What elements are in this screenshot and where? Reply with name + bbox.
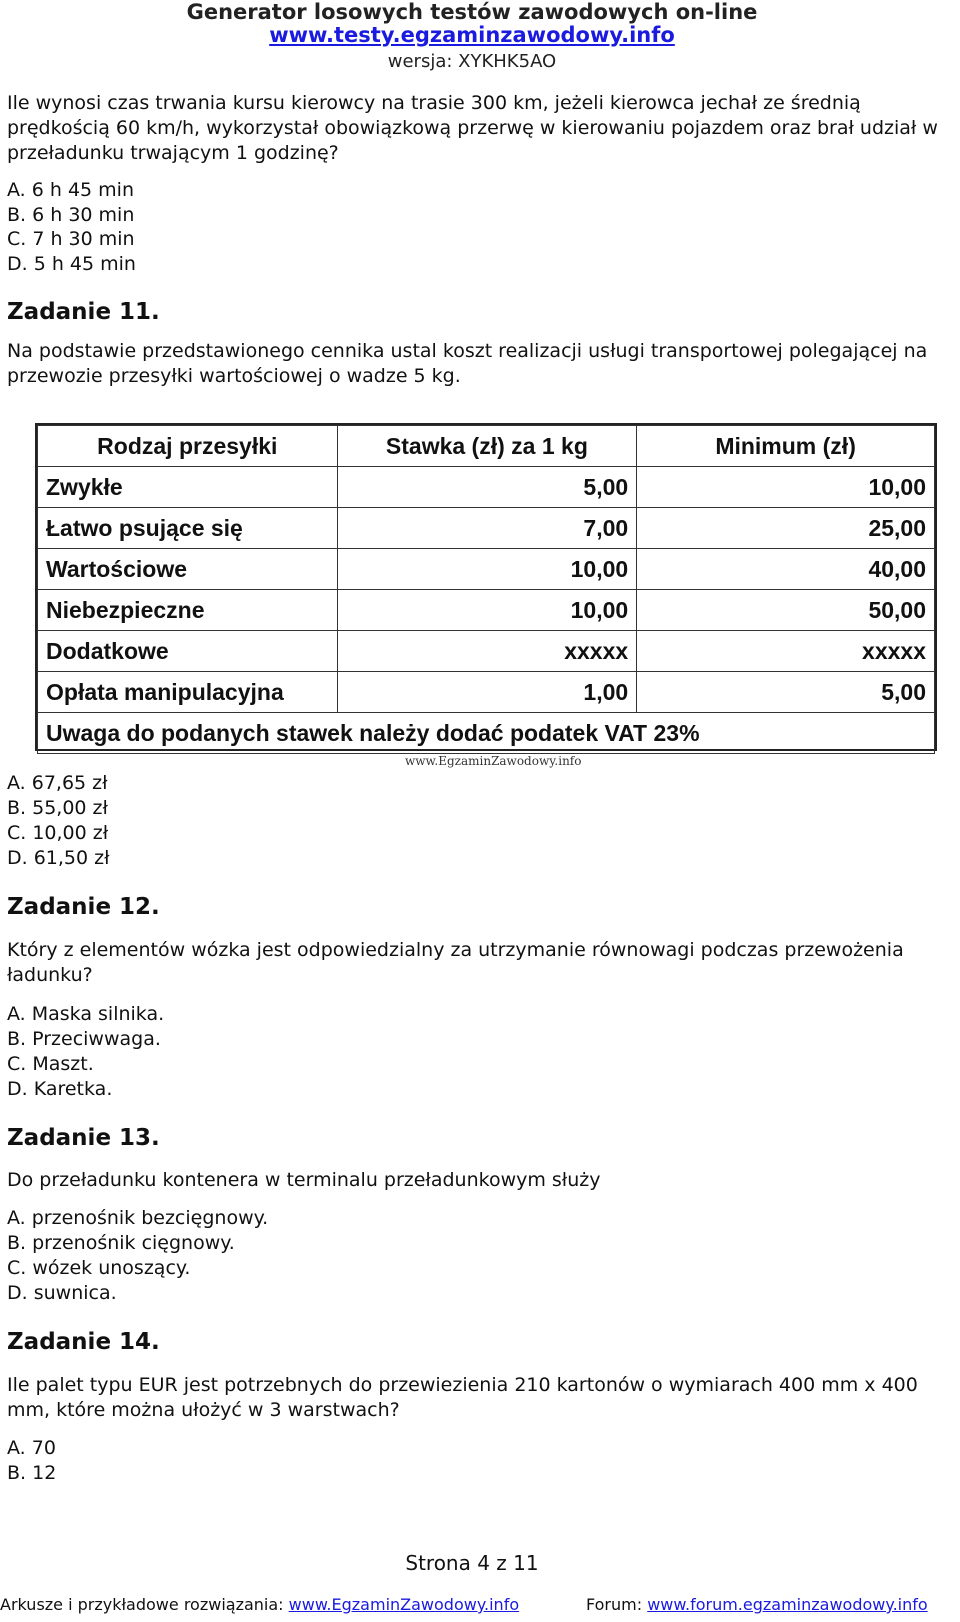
price-table-header-rate: Stawka (zł) za 1 kg: [337, 426, 637, 467]
price-table-cell-minimum: 40,00: [637, 549, 935, 590]
price-table-row: [38, 467, 935, 508]
price-table-cell-minimum: 50,00: [637, 590, 935, 631]
task-11-title: Zadanie 11.: [7, 299, 160, 325]
price-table-cell-type: Dodatkowe: [38, 631, 338, 672]
price-table-row: [38, 590, 935, 631]
task-13-answer-a[interactable]: A. przenośnik bezcięgnowy.: [7, 1207, 269, 1229]
price-table-cell-minimum: 25,00: [637, 508, 935, 549]
price-table-cell-minimum: 5,00: [637, 672, 935, 713]
price-table-header-minimum: Minimum (zł): [637, 426, 935, 467]
task-12-text: Który z elementów wózka jest odpowiedzialny za utrzymanie równowagi podczas przewożenia ładunku?: [7, 939, 904, 986]
task-11-answer-b[interactable]: B. 55,00 zł: [7, 797, 108, 819]
task-11-answer-c[interactable]: C. 10,00 zł: [7, 822, 109, 844]
price-table-cell-type: Wartościowe: [38, 549, 338, 590]
table-watermark: www.EgzaminZawodowy.info: [405, 754, 582, 768]
price-table-header-row: [38, 426, 935, 467]
task-12-answer-d[interactable]: D. Karetka.: [7, 1078, 113, 1100]
footer-right: [586, 1595, 928, 1615]
task-14-text: Ile palet typu EUR jest potrzebnych do przewiezienia 210 kartonów o wymiarach 400 mm x 400 mm, które można ułożyć w 3 warstwach?: [7, 1374, 918, 1421]
task-13-text: Do przeładunku kontenera w terminalu przeładunkowym służy: [7, 1169, 601, 1191]
price-table-cell-type: Opłata manipulacyjna: [38, 672, 338, 713]
task-11-answer-d[interactable]: D. 61,50 zł: [7, 847, 110, 869]
task-14-answer-b[interactable]: B. 12: [7, 1462, 57, 1484]
price-table-cell-rate: 5,00: [337, 467, 637, 508]
price-table-cell-minimum: xxxxx: [637, 631, 935, 672]
task-13-answer-d[interactable]: D. suwnica.: [7, 1282, 117, 1304]
question-10-text: Ile wynosi czas trwania kursu kierowcy na trasie 300 km, jeżeli kierowca jechał ze średnią prędkością 60 km/h, wykorzystał obowiązkową przerwę w kierowaniu pojazdem oraz brał udział w przeładunku trwającym 1 godzinę?: [7, 92, 938, 164]
footer-left-label: Arkusze i przykładowe rozwiązania:: [0, 1595, 289, 1614]
price-table-cell-rate: 10,00: [337, 549, 637, 590]
price-table-cell-minimum: 10,00: [637, 467, 935, 508]
price-table-cell-rate: 10,00: [337, 590, 637, 631]
task-12-answer-b[interactable]: B. Przeciwwaga.: [7, 1028, 161, 1050]
version-label: wersja: XYKHK5AO: [387, 51, 557, 72]
task-11-text: Na podstawie przedstawionego cennika ustal koszt realizacji usługi transportowej polegającej na przewozie przesyłki wartościowej o wadze 5 kg.: [7, 340, 928, 387]
question-10-answer-c[interactable]: C. 7 h 30 min: [7, 228, 135, 250]
price-table-cell-rate: 7,00: [337, 508, 637, 549]
price-table-row: [38, 549, 935, 590]
task-13-title: Zadanie 13.: [7, 1125, 160, 1151]
header-title: Generator losowych testów zawodowych on-line: [186, 0, 758, 24]
price-table-row: [38, 631, 935, 672]
task-12-answer-a[interactable]: A. Maska silnika.: [7, 1003, 165, 1025]
price-table-cell-type: Niebezpieczne: [38, 590, 338, 631]
task-13-answer-c[interactable]: C. wózek unoszący.: [7, 1257, 191, 1279]
page-number: Strona 4 z 11: [405, 1551, 539, 1575]
price-table-cell-type: Zwykłe: [38, 467, 338, 508]
task-14-answer-a[interactable]: A. 70: [7, 1437, 56, 1459]
price-table-note: Uwaga do podanych stawek należy dodać podatek VAT 23%: [38, 713, 935, 754]
price-table-row: [38, 672, 935, 713]
task-11-answer-a[interactable]: A. 67,65 zł: [7, 772, 108, 794]
price-table-cell-type: Łatwo psujące się: [38, 508, 338, 549]
footer-right-label: Forum:: [586, 1595, 648, 1614]
header-url-link[interactable]: www.testy.egzaminzawodowy.info: [269, 23, 675, 47]
question-10-answer-d[interactable]: D. 5 h 45 min: [7, 253, 136, 275]
footer-forum-link[interactable]: www.forum.egzaminzawodowy.info: [647, 1595, 928, 1614]
price-table-cell-rate: xxxxx: [337, 631, 637, 672]
task-12-answer-c[interactable]: C. Maszt.: [7, 1053, 94, 1075]
price-table-note-row: [38, 713, 935, 754]
price-table-cell-rate: 1,00: [337, 672, 637, 713]
price-table: [35, 423, 937, 751]
task-14-title: Zadanie 14.: [7, 1329, 160, 1355]
task-13-answer-b[interactable]: B. przenośnik cięgnowy.: [7, 1232, 235, 1254]
question-10-answer-b[interactable]: B. 6 h 30 min: [7, 204, 135, 226]
question-10-answer-a[interactable]: A. 6 h 45 min: [7, 179, 134, 201]
footer-left: [0, 1595, 519, 1615]
price-table-row: [38, 508, 935, 549]
footer-left-link[interactable]: www.EgzaminZawodowy.info: [288, 1595, 520, 1614]
price-table-header-type: Rodzaj przesyłki: [38, 426, 338, 467]
task-12-title: Zadanie 12.: [7, 894, 160, 920]
